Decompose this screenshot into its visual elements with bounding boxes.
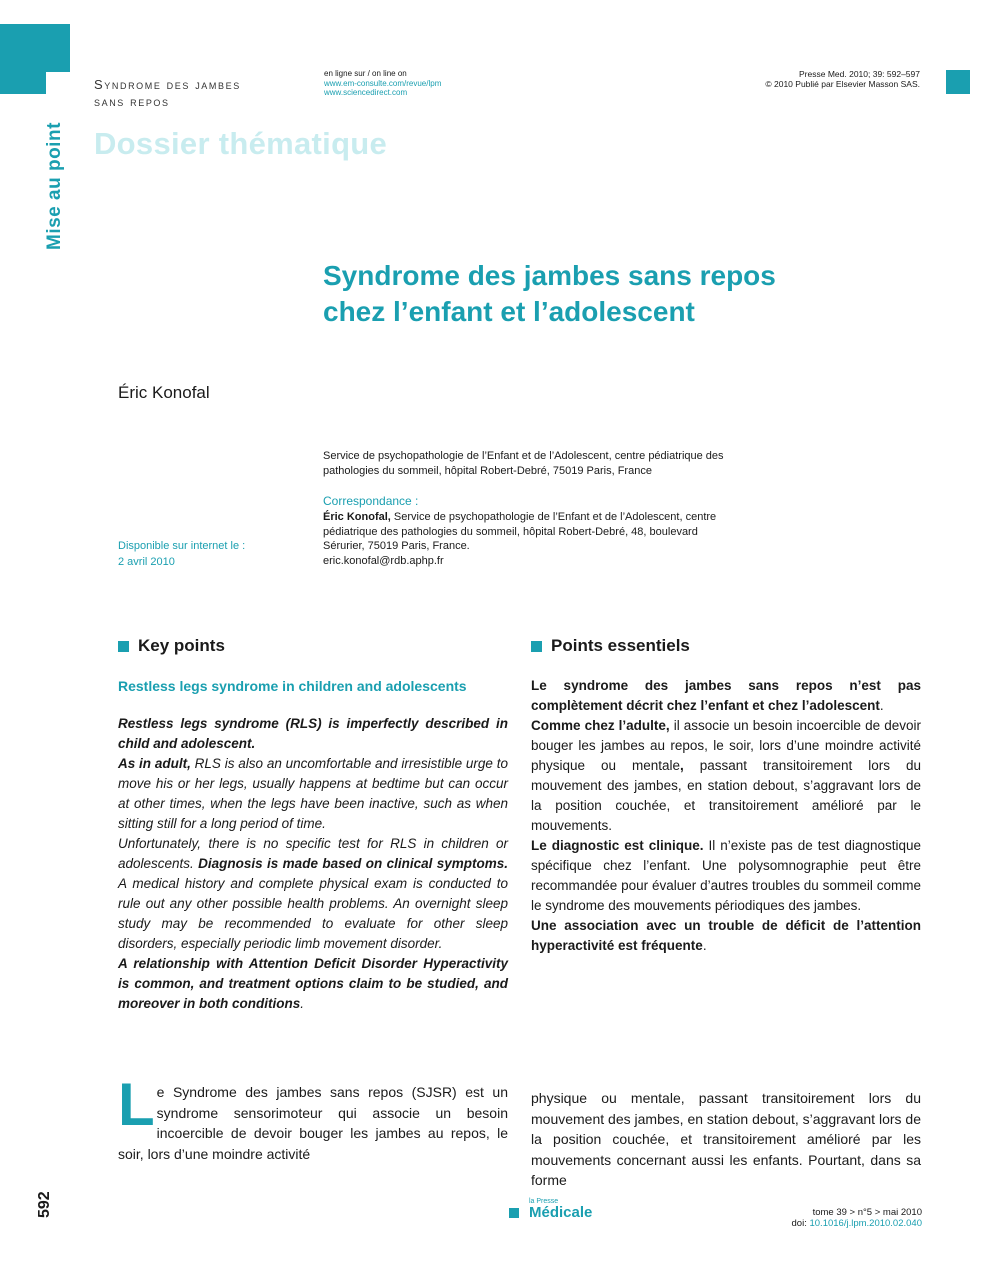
kp-p3-text1: Unfortunately, there is no specific test for RLS in children or adolescents. [118, 836, 508, 871]
article-title [323, 258, 776, 330]
logo-small-text: la Presse [529, 1198, 559, 1205]
doi-link[interactable]: 10.1016/j.lpm.2010.02.040 [809, 1218, 922, 1229]
kp-para-4 [118, 954, 508, 1014]
pe-p1-bold: Le syndrome des jambes sans repos n’est pas complètement décrit chez l’enfant et chez l’adolescent [531, 678, 921, 713]
available-date: 2 avril 2010 [118, 556, 175, 568]
section-line-1: Syndrome des jambes [94, 77, 241, 92]
corr-name: Éric Konofal, [323, 511, 391, 523]
affiliation [323, 449, 743, 479]
copyright: © 2010 Publié par Elsevier Masson SAS. [765, 79, 920, 89]
points-essentiels-text [531, 676, 921, 956]
pe-p1-end: . [879, 698, 884, 713]
corr-line-3: Sérurier, 75019 Paris, France. [323, 540, 470, 552]
online-url-emconsulte[interactable]: www.em-consulte.com/revue/lpm [324, 78, 442, 88]
journal-logo [509, 1198, 592, 1220]
pe-p3-text: Il n’existe pas de test diagnostique spécifique chez l’enfant. Une polysomnographie peut être recommandée pour évaluer d’autres troubles du sommeil comme le syndrome des mouvements périodiques des jambes. [531, 838, 921, 913]
key-points-heading-text: Key points [138, 636, 225, 655]
affiliation-line-1: Service de psychopathologie de l’Enfant et de l’Adolescent, centre pédiatrique des [323, 450, 724, 462]
pe-p4-end: . [702, 938, 707, 953]
vertical-section-label: Mise au point [44, 122, 65, 250]
heading-square-icon [531, 641, 542, 652]
title-line-1: Syndrome des jambes sans repos [323, 260, 776, 291]
kp-p4-bold: A relationship with Attention Deficit Disorder Hyperactivity is common, and treatment options claim to be studied, and moreover in both conditions [118, 956, 508, 1011]
section-line-2: sans repos [94, 94, 170, 109]
key-points-text [118, 714, 508, 1014]
issue-info: tome 39 > n°5 > mai 2010 [812, 1207, 922, 1218]
online-url-sciencedirect[interactable]: www.sciencedirect.com [324, 88, 408, 97]
journal-reference [765, 69, 920, 89]
correspondence-label: Correspondance : [323, 494, 419, 508]
key-points-heading [118, 636, 225, 656]
corner-notch [46, 72, 70, 94]
correspondence-address [323, 510, 743, 568]
kp-para-2 [118, 754, 508, 834]
dossier-title: Dossier thématique [94, 126, 388, 161]
corr-line-1: Service de psychopathologie de l’Enfant et de l’Adolescent, centre [390, 511, 717, 523]
kp-p4-end: . [300, 996, 305, 1011]
pe-para-2 [531, 716, 921, 836]
logo-big-text: Médicale [529, 1204, 593, 1221]
pe-p3-bold: Le diagnostic est clinique. [531, 838, 704, 853]
journal-citation: Presse Med. 2010; 39: 592–597 [799, 69, 920, 79]
corr-line-2: pédiatrique des pathologies du sommeil, hôpital Robert-Debré, 48, boulevard [323, 525, 698, 538]
header-accent-square [946, 70, 970, 94]
corr-email[interactable]: eric.konofal@rdb.aphp.fr [323, 554, 444, 567]
kp-p2-text: RLS is also an uncomfortable and irresistible urge to move his or her legs, usually happens at bedtime but can occur at other times, when the legs have been inactive, such as when sitting still for a long period of time. [118, 756, 508, 831]
points-essentiels-heading-text: Points essentiels [551, 636, 690, 655]
online-links [324, 69, 441, 98]
pe-p2-text2: passant transitoirement lors du mouvement des jambes, en station debout, s’aggravant lors de la position couchée, et transitoirement amélioré par le mouvements. [531, 758, 922, 833]
section-heading [94, 76, 241, 110]
available-online [118, 538, 245, 570]
title-line-2: chez l’enfant et l’adolescent [323, 296, 695, 327]
body-left-text: e Syndrome des jambes sans repos (SJSR) est un syndrome sensorimoteur qui associe un besoin incoercible de devoir bouger les jambes au repos, le soir, lors d’une moindre activité [118, 1084, 508, 1162]
pe-para-3 [531, 836, 921, 916]
points-essentiels-heading [531, 636, 690, 656]
kp-p3-text2: A medical history and complete physical exam is conducted to rule out any other possible health problems. An overnight sleep study may be recommended to evaluate for other sleep disorders, especially periodic limb movement disorder. [118, 876, 508, 951]
affiliation-line-2: pathologies du sommeil, hôpital Robert-Debré, 75019 Paris, France [323, 465, 652, 477]
kp-p2-bold: As in adult, [118, 756, 191, 771]
pe-para-4 [531, 916, 921, 956]
key-points-subtitle: Restless legs syndrome in children and adolescents [118, 678, 467, 694]
logo-square-icon [509, 1208, 519, 1218]
drop-cap: L [118, 1071, 155, 1138]
pe-para-1 [531, 676, 921, 716]
footer-reference [792, 1207, 922, 1229]
body-column-right: physique ou mentale, passant transitoirement lors du mouvement des jambes, en station debout, s’aggravant lors de la position couchée, et transitoirement amélioré par les mouvements concernant aussi les enfants. Pourtant, dans sa forme [531, 1090, 921, 1188]
body-column-left [118, 1071, 508, 1164]
kp-p1-bold: Restless legs syndrome (RLS) is imperfectly described in child and adolescent. [118, 716, 508, 751]
available-label: Disponible sur internet le : [118, 540, 246, 552]
author-name: Éric Konofal [118, 383, 210, 402]
pe-p2-text1: il associe un besoin incoercible de devoir bouger les jambes au repos, le soir, lors d’une moindre activité physique ou mentale [531, 718, 921, 773]
online-label: en ligne sur / on line on [324, 69, 407, 78]
pe-p2-comma: , [680, 758, 684, 773]
pe-p4-bold: Une association avec un trouble de déficit de l’attention hyperactivité est fréquente [531, 918, 921, 953]
pe-p2-bold: Comme chez l’adulte, [531, 718, 670, 733]
kp-para-3 [118, 834, 508, 954]
page-number: 592 [36, 1191, 53, 1218]
heading-square-icon [118, 641, 129, 652]
kp-p3-bold: Diagnosis is made based on clinical symptoms. [198, 856, 508, 871]
doi-label: doi: [791, 1218, 810, 1229]
kp-para-1 [118, 714, 508, 754]
